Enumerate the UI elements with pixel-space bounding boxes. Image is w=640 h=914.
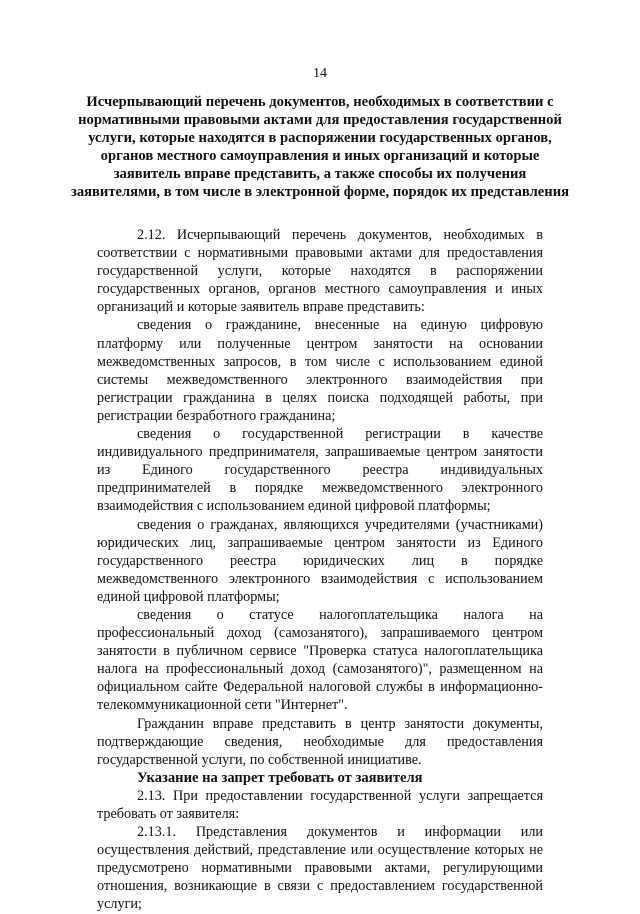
paragraph-own-initiative: Гражданин вправе представить в центр занятости документы, подтверждающие сведения, необходимые для предоставления государственной услуги, по собственной инициативе. <box>97 715 543 768</box>
paragraph-founders-info: сведения о гражданах, являющихся учредителями (участниками) юридических лиц, запрашиваемые центром занятости из Единого государственного реестра юридических лиц в порядке межведомственного электронного взаимодействия с использованием единой цифровой платформы; <box>97 516 543 605</box>
page-number: 14 <box>313 66 327 81</box>
paragraph-citizen-info: сведения о гражданине, внесенные на единую цифровую платформу или полученные центром занятости на основании межведомственных запросов, в том числе с использованием единой системы межведомственного электронного взаимодействия при регистрации гражданина в целях поиска подходящей работы, при регистрации безработного гражданина; <box>97 317 543 424</box>
section-title: Исчерпывающий перечень документов, необходимых в соответствии с нормативными правовыми актами для предоставления государственной услуги, которые находятся в распоряжении государственных органов, органов местного самоуправления и иных организаций и которые заявитель вправе представить, а также способы их получения заявителями, в том числе в электронной форме, порядок их представления <box>70 94 570 201</box>
paragraph-2-12: 2.12. Исчерпывающий перечень документов, необходимых в соответствии с нормативными правовыми актами для предоставления государственной услуги, которые находятся в распоряжении государственных органов, органов местного самоуправления и иных организаций и которые заявитель вправе представить: <box>97 227 543 316</box>
paragraph-ip-registration: сведения о государственной регистрации в качестве индивидуального предпринимателя, запрашиваемые центром занятости из Единого государственного реестра индивидуальных предпринимателей в порядке межведомственного электронного взаимодействия с использованием единой цифровой платформы; <box>97 426 543 515</box>
section-heading-prohibition: Указание на запрет требовать от заявителя <box>137 769 423 786</box>
paragraph-2-13: 2.13. При предоставлении государственной услуги запрещается требовать от заявителя: <box>97 787 543 822</box>
paragraph-2-13-1: 2.13.1. Представления документов и информации или осуществления действий, представление или осуществление которых не предусмотрено нормативными правовыми актами, регулирующими отношения, возникающие в связи с предоставлением государственной услуги; <box>97 824 543 913</box>
document-body <box>97 226 543 914</box>
paragraph-self-employed-status: сведения о статусе налогоплательщика налога на профессиональный доход (самозанятого), запрашиваемого центром занятости в публичном сервисе "Проверка статуса налогоплательщика налога на профессиональный доход (самозанятого)", размещенном на официальном сайте Федеральной налоговой службы в информационно-телекоммуникационной сети "Интернет". <box>97 606 543 714</box>
